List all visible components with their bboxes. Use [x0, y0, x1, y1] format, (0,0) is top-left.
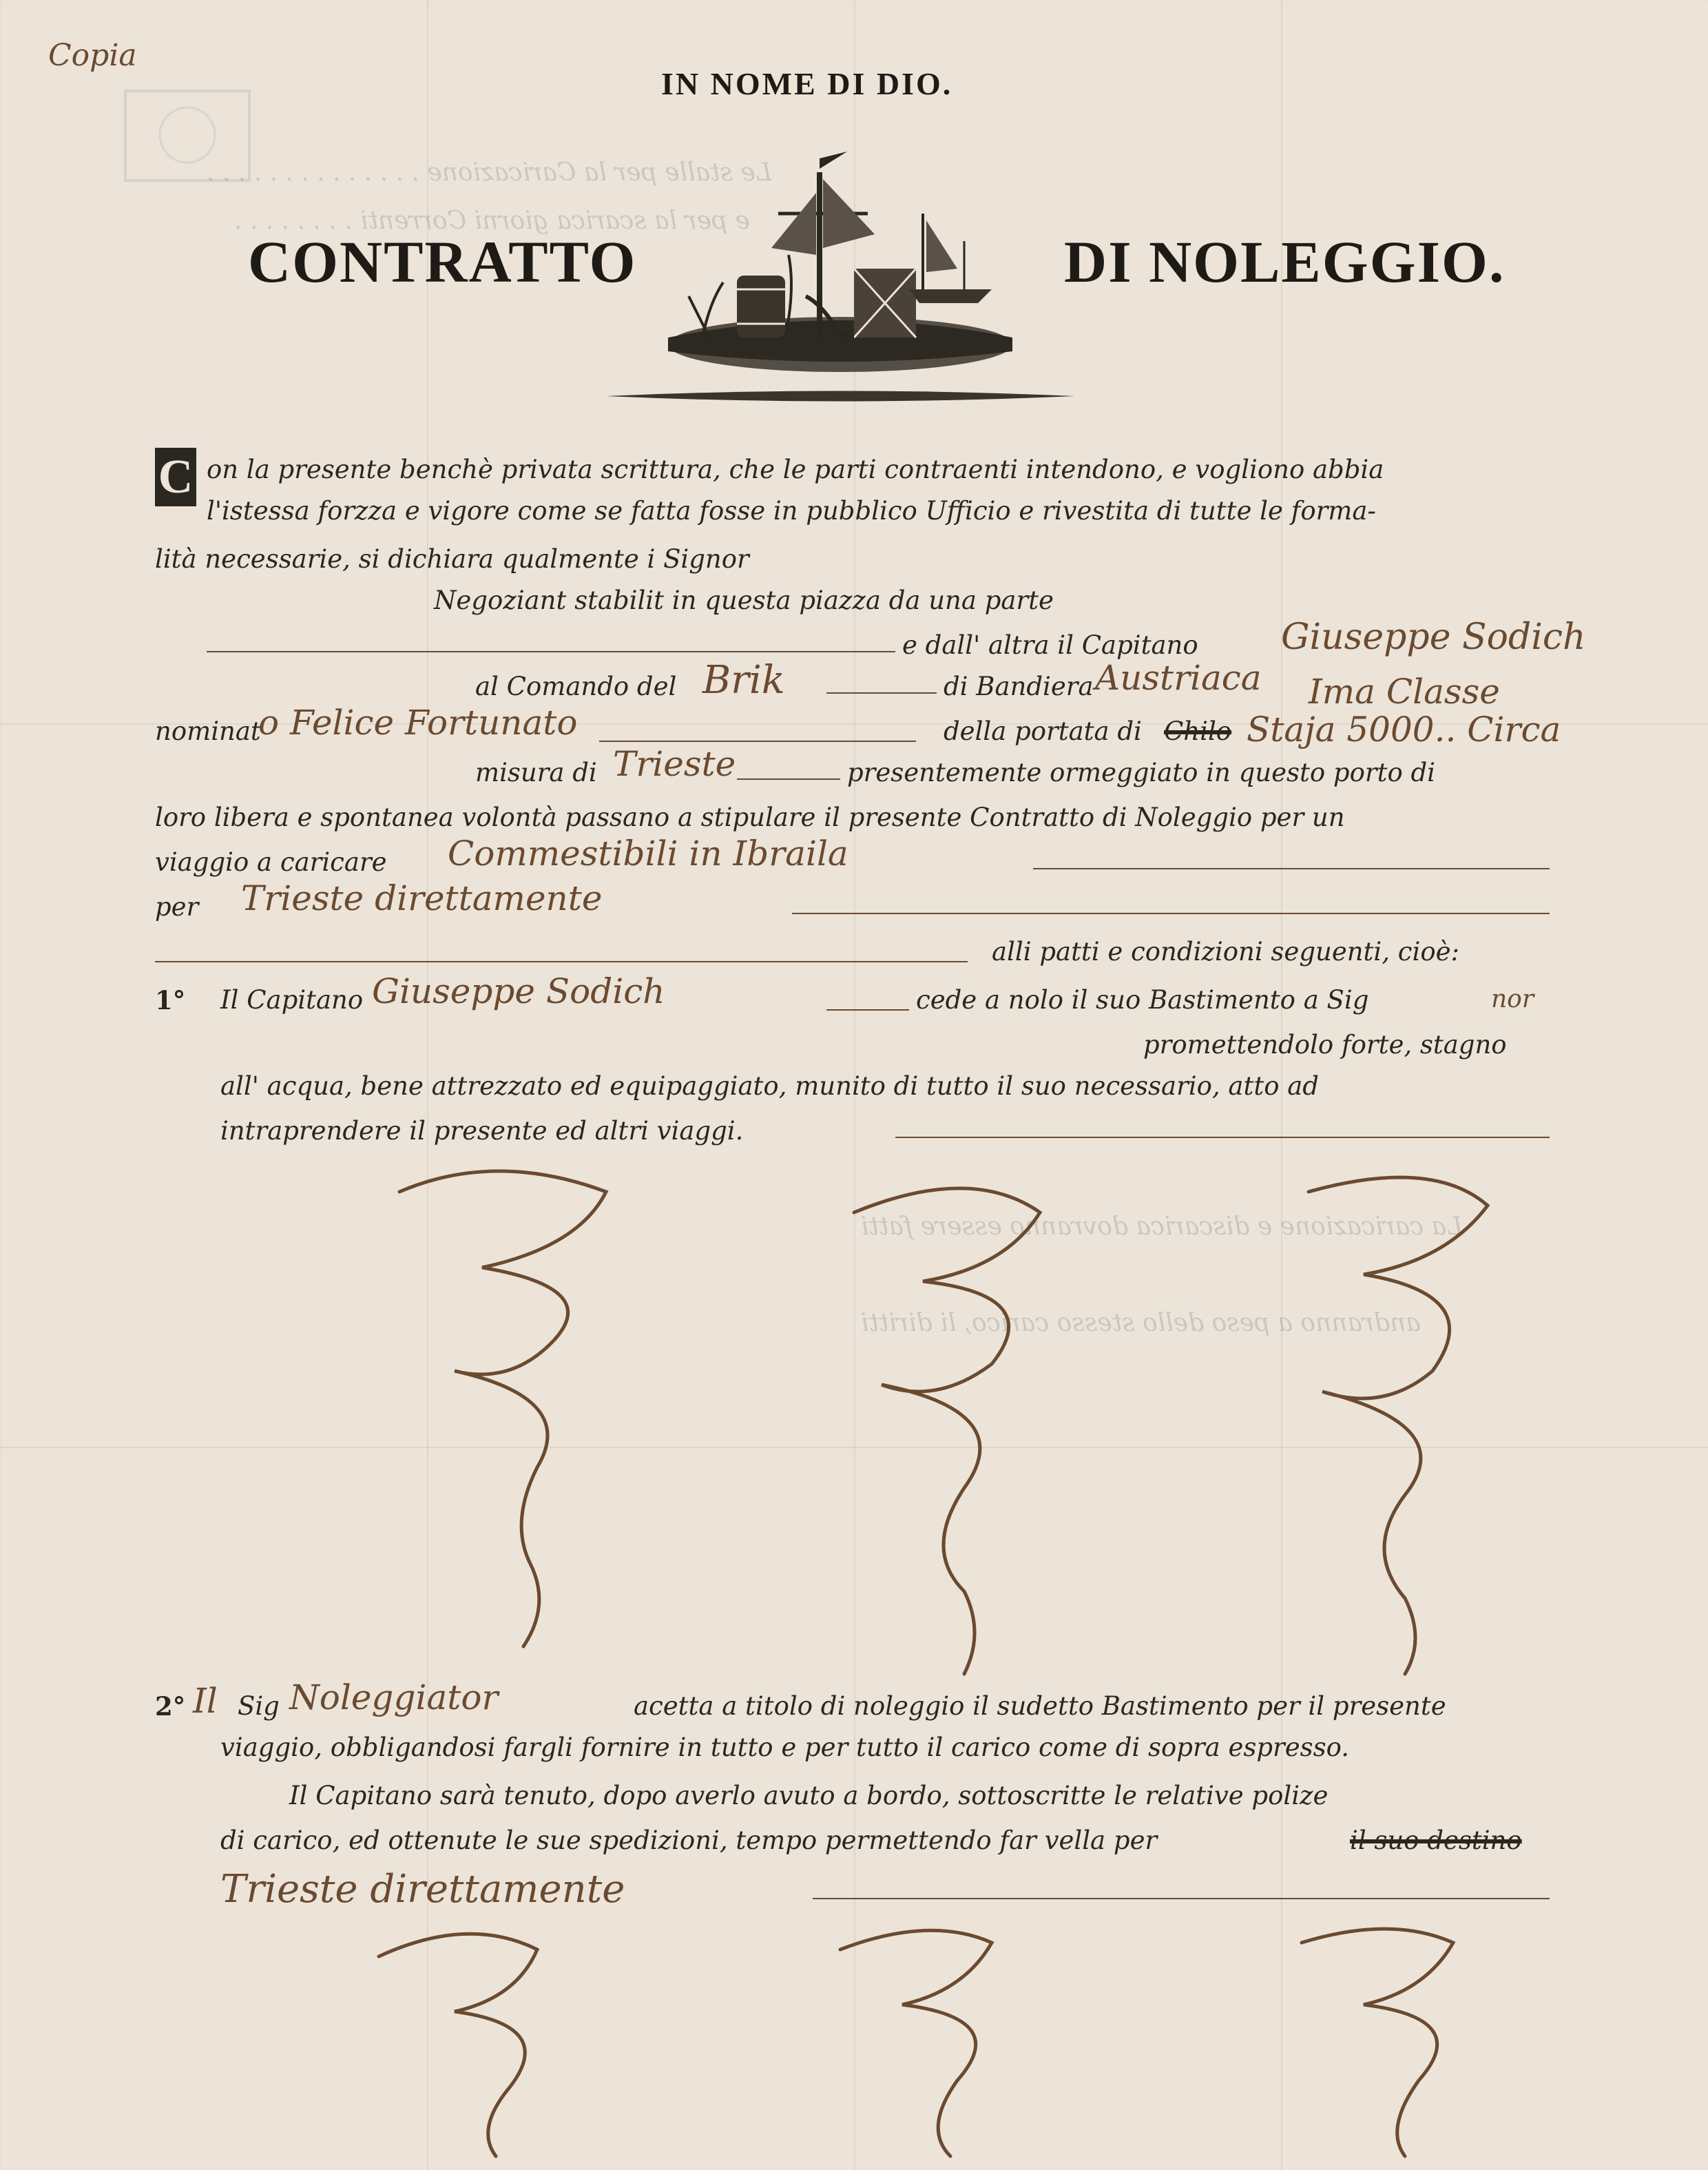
- clause-1-line-3: all' acqua, bene attrezzato ed equipaggiato, munito di tutto il suo necessario, atto ad: [220, 1071, 1319, 1101]
- clause-1-print-a: Il Capitano: [220, 985, 364, 1015]
- capacity: Staja 5000.. Circa: [1247, 710, 1561, 750]
- intro-line-10: viaggio a caricare: [155, 847, 387, 877]
- intro-line-8a: misura di: [475, 758, 597, 787]
- ornamental-rule: [606, 386, 1074, 406]
- cancellation-flourishes: [372, 1164, 1612, 1688]
- bleed-through-text: La caricazione e discarica dovranno essere fatti: [861, 1212, 1464, 1241]
- fill-line: [792, 913, 1550, 914]
- intro-line-6a: al Comando del: [475, 672, 677, 701]
- ship-class: Ima Classe: [1309, 672, 1500, 712]
- title-noleggio: DI NOLEGGIO.: [1064, 229, 1506, 295]
- clause-2-line-3: Il Capitano sarà tenuto, dopo averlo avuto a bordo, sottoscritte le relative polize: [289, 1781, 1329, 1810]
- intro-line-7b: della portata di: [944, 716, 1142, 746]
- clause-2-line-2: viaggio, obbligandosi fargli fornire in tutto e per tutto il carico come di sopra espresso.: [220, 1733, 1349, 1762]
- intro-line-4: Negoziant stabilit in questa piazza da una parte: [434, 586, 1054, 615]
- fill-line: [207, 651, 895, 652]
- fill-line: [737, 778, 840, 780]
- intro-line-6b: di Bandiera: [944, 672, 1094, 701]
- clause-1-captain: Giuseppe Sodich: [372, 971, 665, 1011]
- clause-1-print-b: cede a nolo il suo Bastimento a Sig: [916, 985, 1369, 1015]
- clause-1-line-4: intraprendere il presente ed altri viaggi.: [220, 1116, 744, 1146]
- fill-line: [895, 1137, 1550, 1138]
- fill-line: [826, 692, 937, 694]
- intro-line-1: on la presente benchè privata scrittura, che le parti contraenti intendono, e vogliono abbia: [207, 455, 1384, 484]
- fill-line: [599, 741, 916, 742]
- drop-cap: C: [155, 448, 196, 506]
- ship-vignette-icon: [647, 131, 1033, 386]
- cargo: Commestibili in Ibraila: [448, 834, 848, 874]
- clause-2-line-4: di carico, ed ottenute le sue spedizioni, tempo permettendo far vella per: [220, 1826, 1158, 1855]
- bleed-through-text: andranno a peso dello stesso carico, li diritti: [861, 1309, 1421, 1337]
- clause-2-charterer: Noleggiator: [289, 1677, 499, 1717]
- invocation-title: IN NOME DI DIO.: [661, 66, 953, 101]
- clause-2-number: 2°: [155, 1691, 186, 1722]
- bleed-through-text: e per la scarica giorni Correnti . . . . . . . .: [234, 207, 750, 235]
- fill-line: [813, 1898, 1550, 1899]
- ship-type: Brik: [702, 658, 785, 703]
- bleed-through-text: Le stalle per la Caricazione . . . . . . . . . . . . . .: [207, 158, 772, 187]
- struck-unit: Chilo: [1164, 716, 1232, 746]
- fill-line: [826, 1009, 909, 1011]
- clause-2-hand-a: Il: [193, 1681, 218, 1721]
- corner-note: Copia: [48, 38, 137, 73]
- clause-2-destination: Trieste direttamente: [220, 1867, 625, 1912]
- fill-line: [1033, 868, 1550, 869]
- intro-line-8b: presentemente ormeggiato in questo porto di: [847, 758, 1435, 787]
- intro-line-11: per: [155, 892, 199, 922]
- flag: Austriaca: [1095, 658, 1262, 698]
- cancellation-flourishes-bottom: [358, 1922, 1598, 2163]
- fill-line: [155, 961, 968, 962]
- intro-line-7a: nominat: [155, 716, 261, 746]
- intro-line-9: loro libera e spontanea volontà passano a stipulare il presente Contratto di Noleggio per un: [155, 803, 1345, 832]
- clause-2-print-b: acetta a titolo di noleggio il sudetto Bastimento per il presente: [634, 1691, 1446, 1721]
- measure-city: Trieste: [613, 744, 736, 784]
- intro-line-5: e dall' altra il Capitano: [902, 630, 1198, 660]
- destination: Trieste direttamente: [241, 878, 603, 918]
- clause-1-line-2: promettendolo forte, stagno: [1143, 1030, 1507, 1060]
- clause-1-sig-suffix: nor: [1491, 985, 1534, 1013]
- intro-line-2: l'istessa forzza e vigore come se fatta fosse in pubblico Ufficio e rivestita di tutte le forma-: [207, 496, 1376, 526]
- title-contratto: CONTRATTO: [248, 229, 637, 295]
- captain-name: Giuseppe Sodich: [1281, 617, 1586, 658]
- clause-2-print-a: Sig: [238, 1691, 280, 1721]
- clause-1-number: 1°: [155, 985, 186, 1015]
- clause-2-struck-text: il suo destino: [1350, 1826, 1522, 1855]
- intro-line-3: lità necessarie, si dichiara qualmente i Signor: [155, 544, 749, 574]
- stamp-seal: [124, 90, 275, 193]
- intro-line-12: alli patti e condizioni seguenti, cioè:: [992, 937, 1459, 967]
- ship-name: o Felice Fortunato: [258, 703, 578, 743]
